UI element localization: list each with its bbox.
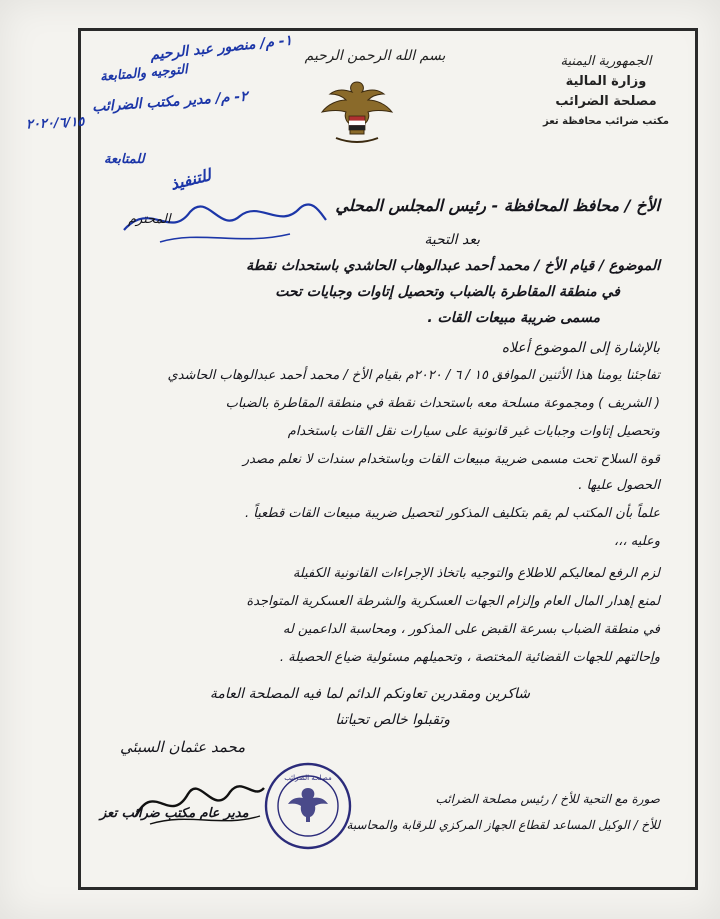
letterhead (526, 52, 686, 132)
subject-line-3: مسمى ضريبة مبيعات القات . (427, 310, 600, 326)
margin-note-4: للمتابعة (104, 152, 145, 167)
yemen-emblem-icon (316, 76, 398, 148)
margin-note-date: ٢٠٢٠/٦/١٥ (25, 114, 85, 133)
thanks-line: شاكرين ومقدرين تعاونكم الدائم لما فيه المصلحة العامة (209, 686, 530, 702)
margin-note-1: ١- م/ منصور عبد الرحيم (149, 32, 293, 64)
paragraph-line-11: في منطقة الضباب بسرعة القبض على المذكور ، ومحاسبة الداعمين له (282, 622, 660, 637)
honorific: المحترم (128, 212, 171, 227)
subject-line-1: الموضوع / قيام الأخ / محمد أحمد عبدالوهاب الحاشدي باستحداث نقطة (246, 258, 660, 274)
republic-name: الجمهورية اليمنية (560, 54, 652, 69)
authority-name: مصلحة الضرائب (555, 94, 657, 109)
paragraph-line-6: الحصول عليها . (578, 478, 660, 493)
paragraph-line-8: وعليه ،،، (614, 534, 660, 549)
paragraph-line-1: بالإشارة إلى الموضوع أعلاه (501, 340, 660, 356)
paragraph-line-5: قوة السلاح تحت مسمى ضريبة مبيعات القات وباستخدام سندات لا نعلم مصدر (242, 452, 660, 467)
margin-note-2: التوجيه والمتابعة (99, 62, 189, 85)
office-name: مكتب ضرائب محافظة تعز (543, 116, 669, 127)
paragraph-line-7: علماً بأن المكتب لم يقم بتكليف المذكور لتحصيل ضريبة مبيعات القات قطعياً . (245, 506, 660, 521)
official-stamp-icon (262, 760, 354, 852)
subject-line-2: في منطقة المقاطرة بالضباب وتحصيل إتاوات وجبايات تحت (275, 284, 620, 300)
paragraph-line-10: لمنع إهدار المال العام وإلزام الجهات العسكرية والشرطة العسكرية المتواجدة (246, 594, 660, 609)
stamp-text: مصلحة الضرائب (284, 774, 332, 782)
ministry-name: وزارة المالية (565, 74, 647, 89)
paragraph-line-3: ( الشريف ) ومجموعة مسلحة معه باستحداث نقطة في منطقة المقاطرة بالضباب (225, 396, 660, 411)
handwritten-signature-icon (130, 770, 270, 830)
addressee-line: الأخ / محافظ المحافظة - رئيس المجلس المحلي (335, 196, 660, 215)
paragraph-line-2: تفاجئنا يومنا هذا الأثنين الموافق ١٥ / ٦ / ٢٠٢٠م بقيام الأخ / محمد أحمد عبدالوهاب الحاشدي (167, 368, 660, 383)
signatory-title: مدير عام مكتب ضرائب تعز (100, 806, 249, 821)
regards-line: وتقبلوا خالص تحياتنا (335, 712, 450, 728)
margin-note-5: للتنفيذ (168, 165, 213, 194)
copies-line-1: صورة مع التحية للأخ / رئيس مصلحة الضرائب (435, 792, 660, 806)
basmala: بسم الله الرحمن الرحيم (304, 48, 446, 64)
paragraph-line-12: وإحالتهم للجهات القضائية المختصة ، وتحميلهم مسئولية ضياع الحصيلة . (279, 650, 660, 665)
paragraph-line-4: وتحصيل إتاوات وجبايات غير قانونية على سيارات نقل القات باستخدام (287, 424, 660, 439)
copies-line-2: للأخ / الوكيل المساعد لقطاع الجهاز المركزي للرقابة والمحاسبة (346, 818, 660, 832)
paragraph-line-9: لزم الرفع لمعاليكم للاطلاع والتوجيه باتخاذ الإجراءات القانونية الكفيلة (292, 566, 660, 581)
margin-note-3: ٢- م/ مدير مكتب الضرائب (91, 88, 249, 116)
signatory-name: محمد عثمان السبئي (120, 738, 246, 756)
greeting: بعد التحية (424, 232, 480, 248)
